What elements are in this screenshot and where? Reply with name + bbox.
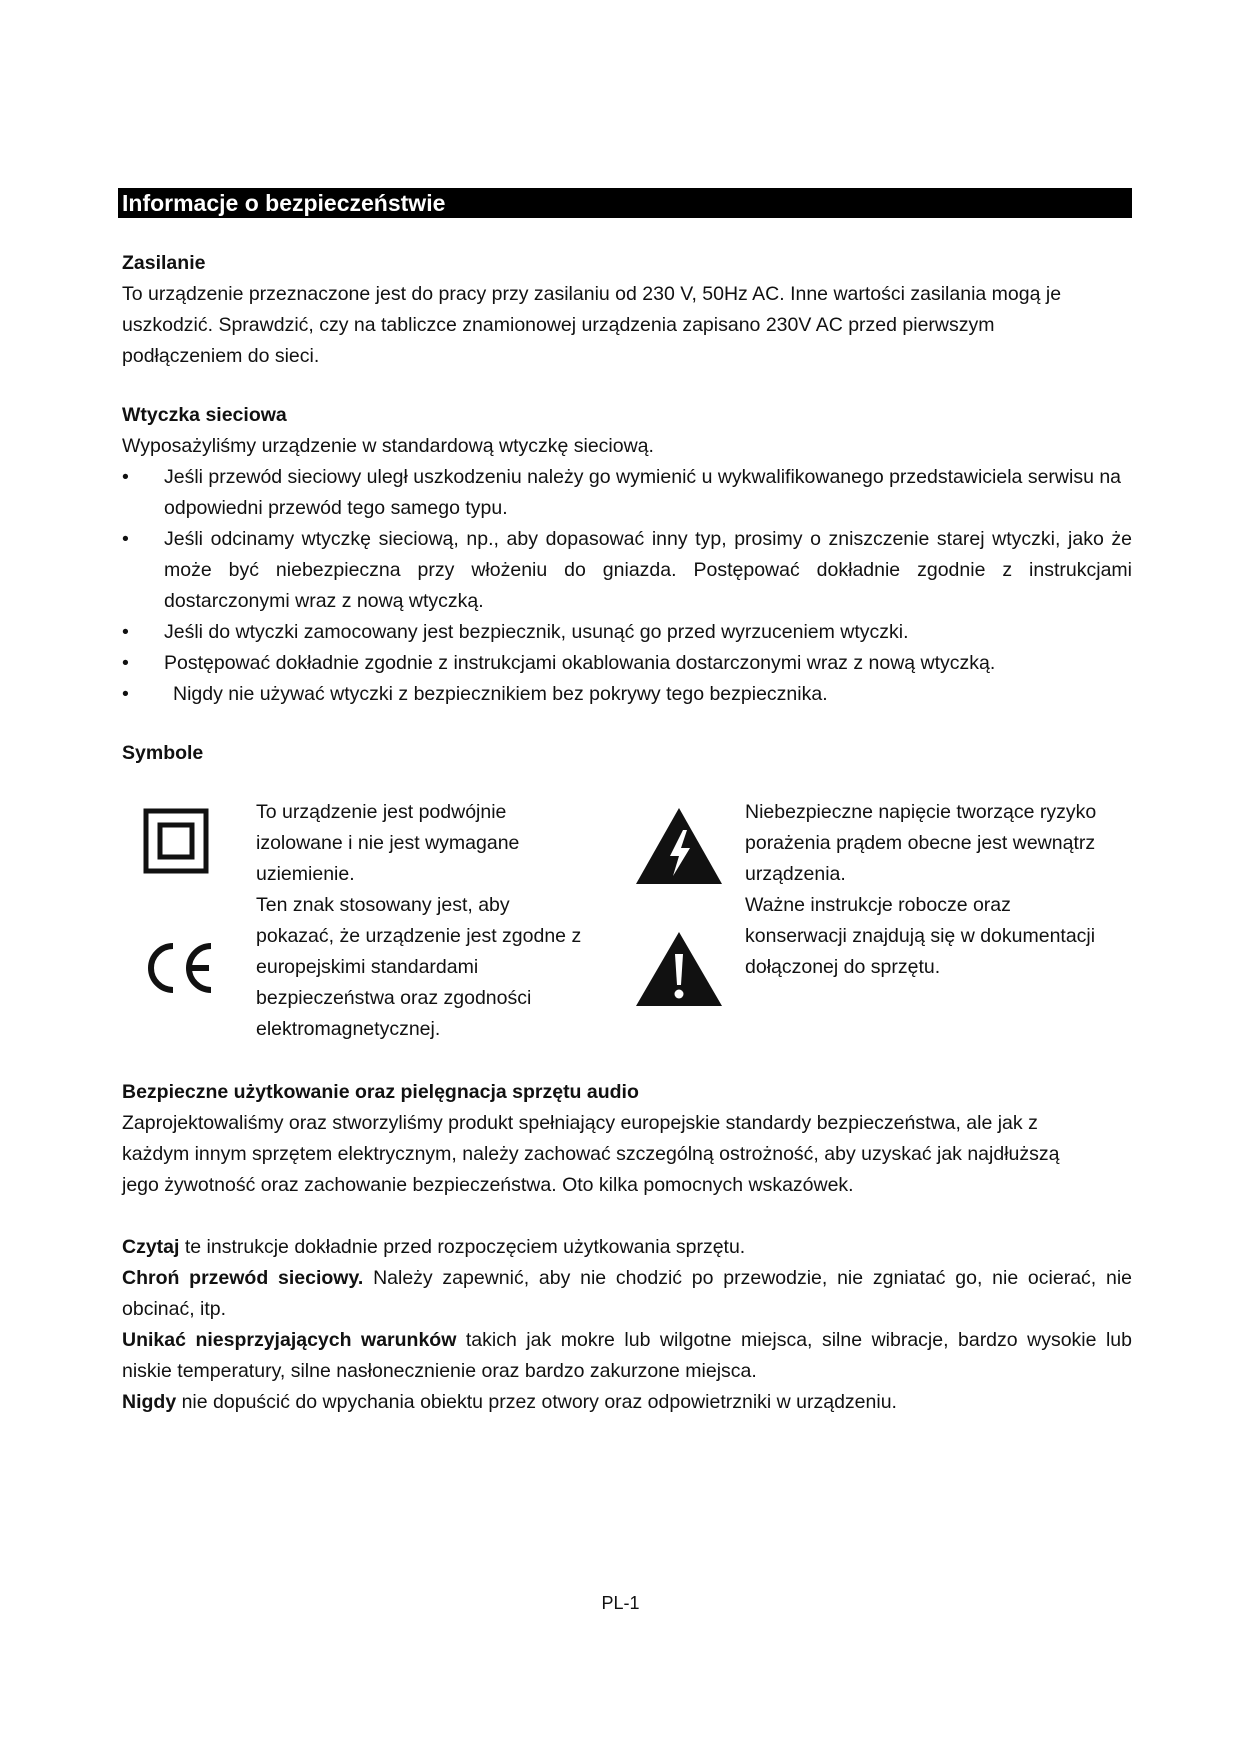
bezpieczne-line: jego żywotność oraz zachowanie bezpieczeństwa. Oto kilka pomocnych wskazówek. xyxy=(122,1174,854,1196)
bezpieczne-section xyxy=(122,1077,1132,1201)
exclamation-warning-icon xyxy=(634,930,724,1008)
symbol-line: To urządzenie jest podwójnie xyxy=(256,801,507,823)
list-item xyxy=(122,648,1132,679)
symbol-line: pokazać, że urządzenie jest zgodne z xyxy=(256,925,582,947)
list-item-text: Postępować dokładnie zgodnie z instrukcjami okablowania dostarczonymi wraz z nową wtyczką. xyxy=(164,652,996,674)
list-item-text: Jeśli do wtyczki zamocowany jest bezpiecznik, usunąć go przed wyrzuceniem wtyczki. xyxy=(164,621,909,643)
zasilanie-line: uszkodzić. Sprawdzić, czy na tabliczce znamionowej urządzenia zapisano 230V AC przed pierwszym xyxy=(122,314,995,336)
bezpieczne-line: Zaprojektowaliśmy oraz stworzyliśmy produkt spełniający europejskie standardy bezpieczeństwa, ale jak z xyxy=(122,1112,1038,1134)
bullet-marker: • xyxy=(122,652,129,674)
bullet-marker: • xyxy=(122,621,129,643)
zasilanie-line: To urządzenie przeznaczone jest do pracy przy zasilaniu od 230 V, 50Hz AC. Inne wartości zasilania mogą je xyxy=(122,283,1062,305)
symbol-line: elektromagnetycznej. xyxy=(256,1018,441,1040)
zasilanie-heading: Zasilanie xyxy=(122,252,206,274)
symbol-line: Niebezpieczne napięcie tworzące ryzyko xyxy=(745,801,1097,823)
symbol-line: bezpieczeństwa oraz zgodności xyxy=(256,987,532,1009)
page-number: PL-1 xyxy=(601,1593,640,1613)
tip-paragraph xyxy=(122,1232,1132,1263)
double-insulation-icon xyxy=(143,808,209,874)
bezpieczne-line: każdym innym sprzętem elektrycznym, należy zachować szczególną ostrożność, aby uzyskać jak najdłuższą xyxy=(122,1143,1060,1165)
symbol-line: Ważne instrukcje robocze oraz xyxy=(745,894,1011,916)
bullet-marker: • xyxy=(122,683,129,705)
symbol-line: urządzenia. xyxy=(745,863,846,885)
symbol-line: europejskimi standardami xyxy=(256,956,479,978)
bullet-marker: • xyxy=(122,466,129,488)
list-item xyxy=(122,524,1132,617)
list-item-text: Jeśli przewód sieciowy uległ uszkodzeniu należy go wymienić u wykwalifikowanego przedstawiciela serwisu na odpowiedni przewód tego samego typu. xyxy=(164,466,1122,519)
symbol-line: konserwacji znajdują się w dokumentacji xyxy=(745,925,1096,947)
tip-bold: Czytaj xyxy=(122,1236,180,1258)
tip-paragraph xyxy=(122,1263,1132,1325)
symbol-right-text xyxy=(745,797,1135,983)
symbole-section xyxy=(122,738,1132,769)
list-item-text: Jeśli odcinamy wtyczkę sieciową, np., aby dopasować inny typ, prosimy o zniszczenie starej wtyczki, jako że może być niebezpieczna przy włożeniu do gniazda. Postępować dokładnie zgodnie z instrukcjami dostarczonymi wraz z nową wtyczką. xyxy=(164,528,1132,612)
zasilanie-section xyxy=(122,248,1132,372)
tip-paragraph xyxy=(122,1325,1132,1387)
tip-text: Należy zapewnić, aby nie chodzić po przewodzie, nie zgniatać go, nie ocierać, nie obcinać, itp. xyxy=(122,1267,1132,1320)
tip-text: nie dopuścić do wpychania obiektu przez otwory oraz odpowietrzniki w urządzeniu. xyxy=(176,1391,897,1413)
tips-section xyxy=(122,1232,1132,1418)
list-item xyxy=(122,679,1132,710)
wtyczka-section xyxy=(122,400,1132,710)
wtyczka-heading: Wtyczka sieciowa xyxy=(122,404,287,426)
symbol-left-text xyxy=(256,797,616,1045)
bullet-marker: • xyxy=(122,528,129,550)
lightning-warning-icon xyxy=(634,806,724,886)
symbol-line: uziemienie. xyxy=(256,863,355,885)
symbol-line: Ten znak stosowany jest, aby xyxy=(256,894,510,916)
bezpieczne-heading: Bezpieczne użytkowanie oraz pielęgnacja sprzętu audio xyxy=(122,1081,639,1103)
tip-text: takich jak mokre lub wilgotne miejsca, silne wibracje, bardzo wysokie lub niskie temperatury, silne nasłonecznienie oraz bardzo zakurzone miejsca. xyxy=(122,1329,1132,1382)
tip-paragraph xyxy=(122,1387,1132,1418)
list-item xyxy=(122,617,1132,648)
wtyczka-bullet-list xyxy=(122,462,1132,710)
symbole-heading: Symbole xyxy=(122,742,204,764)
tip-text: te instrukcje dokładnie przed rozpoczęciem użytkowania sprzętu. xyxy=(179,1236,746,1258)
list-item xyxy=(122,462,1132,524)
symbol-line: izolowane i nie jest wymagane xyxy=(256,832,520,854)
section-title: Informacje o bezpieczeństwie xyxy=(118,188,1132,218)
list-item-text: Nigdy nie używać wtyczki z bezpiecznikiem bez pokrywy tego bezpiecznika. xyxy=(173,683,828,705)
tip-bold: Unikać niesprzyjających warunków xyxy=(122,1329,457,1351)
symbol-line: porażenia prądem obecne jest wewnątrz xyxy=(745,832,1096,854)
symbol-line: dołączonej do sprzętu. xyxy=(745,956,941,978)
wtyczka-intro: Wyposażyliśmy urządzenie w standardową wtyczkę sieciową. xyxy=(122,435,654,457)
tip-bold: Nigdy xyxy=(122,1391,177,1413)
zasilanie-line: podłączeniem do sieci. xyxy=(122,345,320,367)
ce-mark-icon xyxy=(139,940,219,996)
tip-bold: Chroń przewód sieciowy. xyxy=(122,1267,364,1289)
